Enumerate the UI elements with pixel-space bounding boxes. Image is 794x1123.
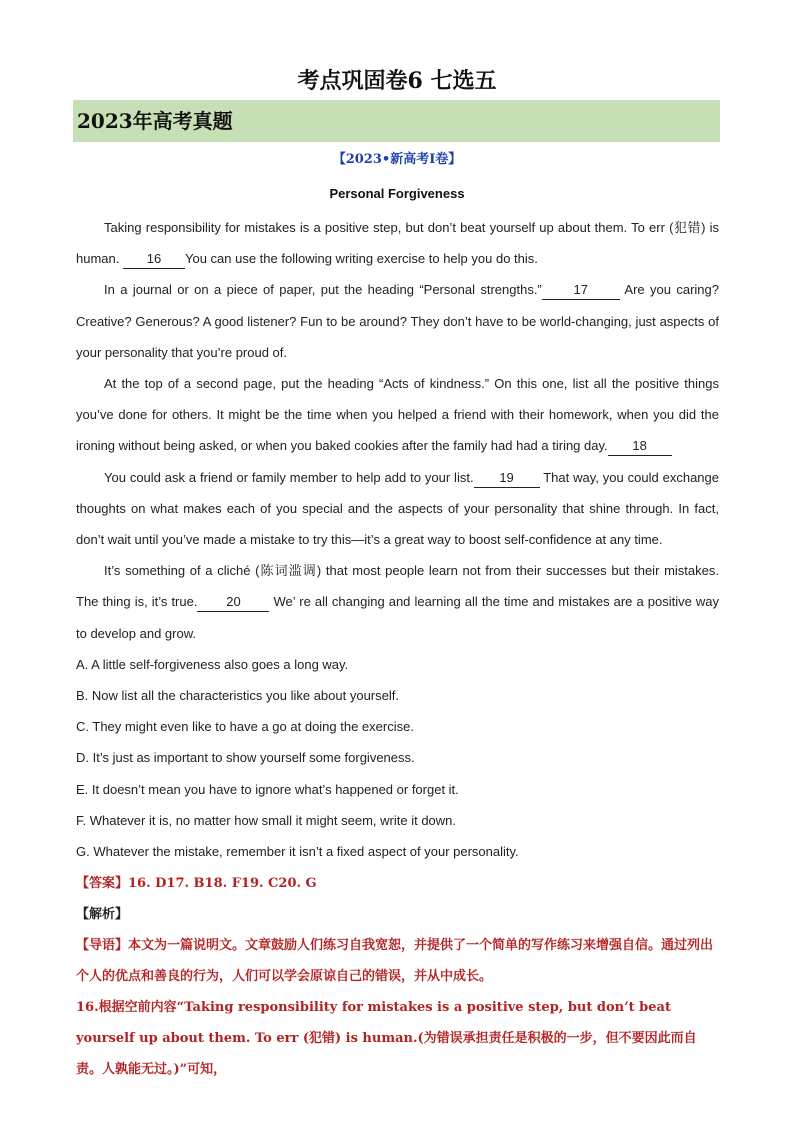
blank-17: 17 xyxy=(542,281,620,300)
article-title: Personal Forgiveness xyxy=(329,186,465,201)
paragraph: At the top of a second page, put the heading “Acts of kindness.” On this one, list all the positive things you’ve done for others. It might be the time when you helped a friend with their homework, when you did the ironing without being asked, or when you baked cookies after the family had had a tiring day. 18 xyxy=(76,368,719,462)
exam-source: 【2023•新高考I卷】 xyxy=(332,152,462,167)
option-d: D. It’s just as important to show yourself some forgiveness. xyxy=(76,750,415,766)
option-g: G. Whatever the mistake, remember it isn’t a fixed aspect of your personality. xyxy=(76,844,519,860)
paragraph: Taking responsibility for mistakes is a positive step, but don’t beat yourself up about them. To err (犯错) is human. 16 You can use the following writing exercise to help you do this. xyxy=(76,212,719,274)
option-f: F. Whatever it is, no matter how small it might seem, write it down. xyxy=(76,812,457,828)
paragraph: You could ask a friend or family member to help add to your list. 19 That way, you could exchange thoughts on what makes each of you special and the aspects of your personality that shine through. In fact, don’t wait until you’ve made a mistake to try this—it’s a great way to boost self-confidence at any time. xyxy=(76,469,719,548)
option-b: B. Now list all the characteristics you like about yourself. xyxy=(76,688,399,704)
answer-key: 【答案】16. D17. B18. F19. C20. G xyxy=(76,876,317,891)
guide-text: 【导语】本文为一篇说明文。文章鼓励人们练习自我宽恕，并提供了一个简单的写作练习来增强自信。通过列出个人的优点和善良的行为，人们可以学会原谅自己的错误，并从中成长。 xyxy=(76,938,714,984)
option-c: C. They might even like to have a go at doing the exercise. xyxy=(76,719,414,735)
answer-section xyxy=(76,868,719,1085)
blank-18: 18 xyxy=(608,437,672,456)
blank-16: 16 xyxy=(123,250,185,269)
option-a: A. A little self-forgiveness also goes a long way. xyxy=(76,656,349,672)
paragraph: In a journal or on a piece of paper, put the heading “Personal strengths.” 17 Are you caring? Creative? Generous? A good listener? Fun to be around? They don’t have to be world-changing, just aspects of your personality that you’re proud of. xyxy=(76,282,720,360)
page-title: 考点巩固卷6 七选五 xyxy=(297,68,497,94)
section-header: 2023年高考真题 xyxy=(73,100,720,142)
blank-20: 20 xyxy=(197,593,269,612)
analysis-label: 【解析】 xyxy=(76,907,129,922)
blank-19: 19 xyxy=(474,469,540,488)
options-list xyxy=(76,649,719,867)
passage xyxy=(76,212,719,867)
option-e: E. It doesn’t mean you have to ignore what’s happened or forget it. xyxy=(76,781,459,797)
q16-explanation: 16.根据空前内容“Taking responsibility for mistakes is a positive step, but don’t beat yourself up about them. To err (犯错) is human.(为错误承担责任是积极的一步，但不要因此而自责。人孰能无过。)”可知， xyxy=(76,1000,697,1077)
paragraph: It’s something of a cliché (陈词滥调) that most people learn not from their successes but their mistakes. The thing is, it’s true. 20 We’ re all changing and learning all the time and mistakes are a positive way to develop and grow. xyxy=(76,563,719,641)
